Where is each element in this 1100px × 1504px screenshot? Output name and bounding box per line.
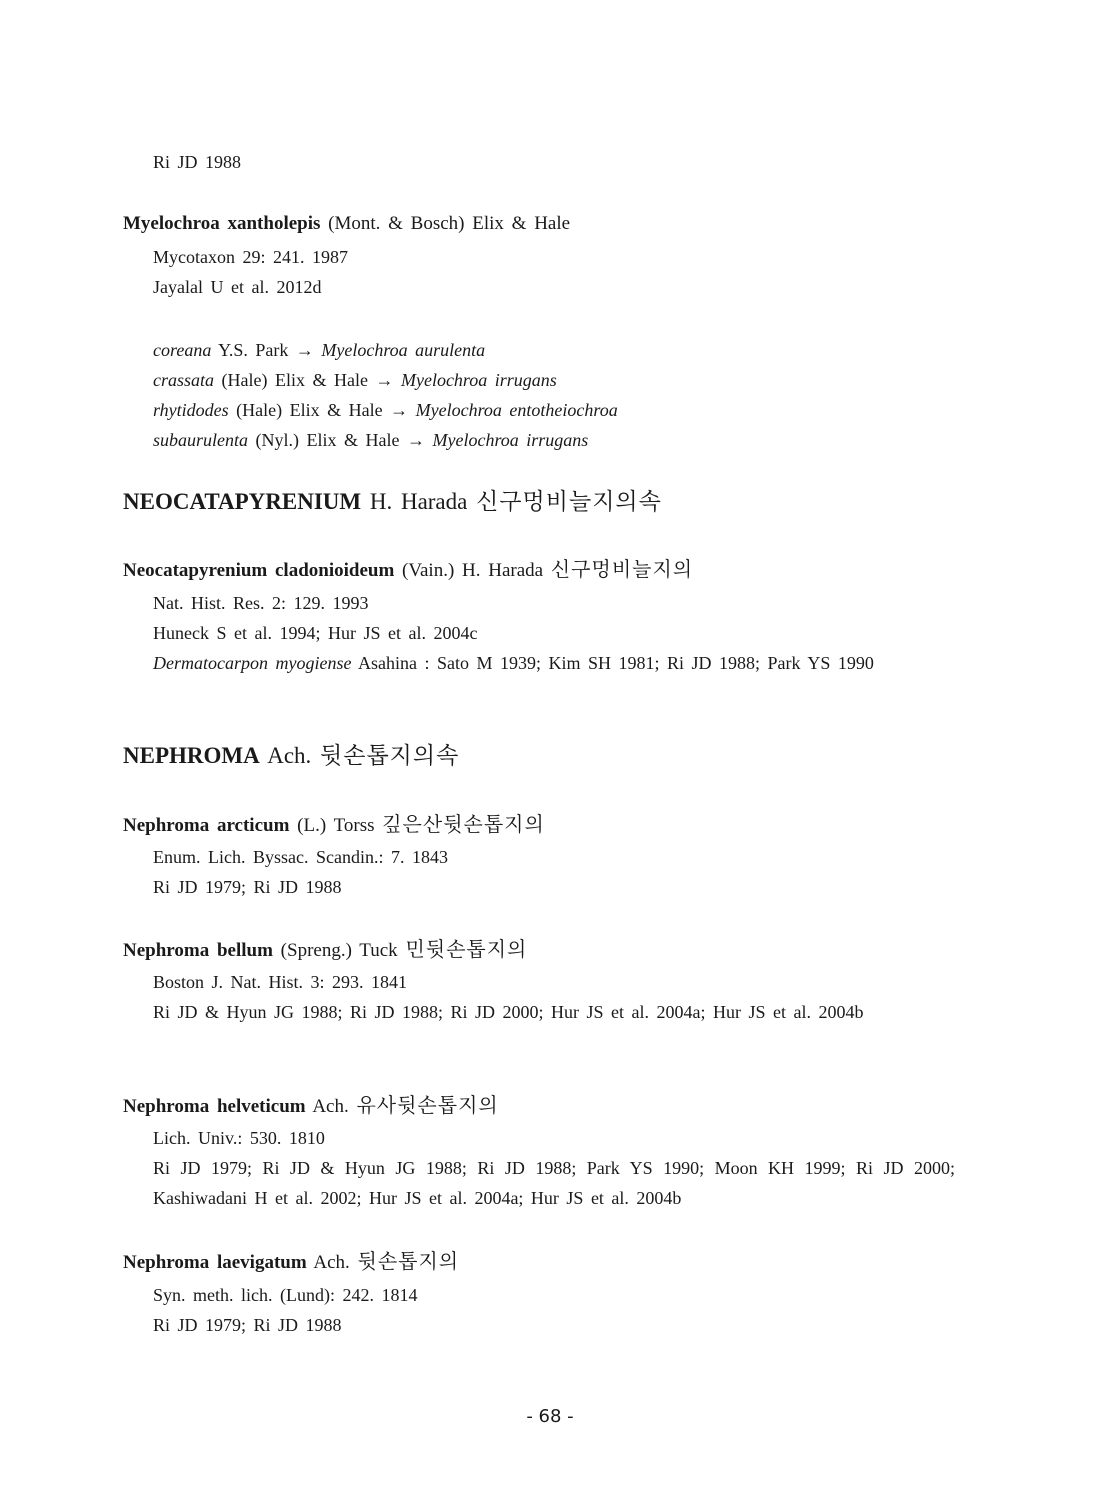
- species-heading: [123, 937, 527, 963]
- species-author: (Mont. & Bosch) Elix & Hale: [328, 213, 571, 234]
- species-author: (Vain.) H. Harada: [402, 560, 544, 581]
- synonym-epithet: crassata: [153, 370, 215, 390]
- synonym-line: [153, 338, 485, 362]
- reference-block: Ri JD 1979; Ri JD & Hyun JG 1988; Ri JD 1988; Park YS 1990; Moon KH 1999; Ri JD 2000; Kashiwadani H et al. 2002; Hur JS et al. 2004a; Hur JS et al. 2004b: [153, 1158, 955, 1208]
- synonym-reference-block: [153, 648, 955, 678]
- synonym-epithet: coreana: [153, 340, 212, 360]
- genus-author: Ach.: [267, 743, 312, 768]
- synonym-line: [153, 428, 588, 452]
- synonym-epithet: subaurulenta: [153, 430, 249, 450]
- publication-line: Nat. Hist. Res. 2: 129. 1993: [153, 593, 369, 613]
- synonym-line: [153, 368, 557, 392]
- page-number: - 68 -: [526, 1406, 574, 1427]
- species-heading: [123, 212, 570, 236]
- synonym-author: (Nyl.) Elix & Hale →: [255, 430, 425, 450]
- synonym-author: Y.S. Park →: [218, 340, 314, 360]
- synonym-target: Myelochroa irrugans: [400, 370, 557, 390]
- species-author: (Spreng.) Tuck: [280, 940, 398, 961]
- species-heading: [123, 812, 545, 838]
- species-korean-name: 뒷손톱지의: [357, 1249, 460, 1273]
- synonym-target: Myelochroa aurulenta: [321, 340, 486, 360]
- synonym-epithet: rhytidodes: [153, 400, 229, 420]
- synonym-references: Asahina : Sato M 1939; Kim SH 1981; Ri JD 1988; Park YS 1990: [357, 653, 874, 673]
- species-author: Ach.: [312, 1096, 349, 1117]
- species-korean-name: 신구멍비늘지의: [550, 557, 694, 581]
- reference-line: Ri JD 1979; Ri JD 1988: [153, 877, 342, 897]
- species-korean-name: 유사뒷손톱지의: [356, 1093, 499, 1117]
- species-author: Ach.: [313, 1252, 350, 1273]
- genus-name: NEPHROMA: [123, 743, 260, 768]
- species-korean-name: 민뒷손톱지의: [405, 937, 528, 961]
- reference-line: Ri JD 1988: [153, 152, 242, 172]
- reference-line: Jayalal U et al. 2012d: [153, 277, 322, 297]
- publication-line: Syn. meth. lich. (Lund): 242. 1814: [153, 1285, 418, 1305]
- synonym-name: Dermatocarpon myogiense: [153, 653, 352, 673]
- species-heading: [123, 557, 693, 583]
- genus-heading: [123, 490, 662, 514]
- reference-line: Ri JD 1979; Ri JD 1988: [153, 1315, 342, 1335]
- genus-name: NEOCATAPYRENIUM: [123, 489, 362, 514]
- reference-line: Huneck S et al. 1994; Hur JS et al. 2004c: [153, 623, 478, 643]
- publication-line: Boston J. Nat. Hist. 3: 293. 1841: [153, 972, 408, 992]
- synonym-author: (Hale) Elix & Hale →: [236, 400, 409, 420]
- genus-author: H. Harada: [369, 489, 468, 514]
- genus-korean-name: 뒷손톱지의속: [320, 743, 460, 769]
- species-name: Neocatapyrenium cladonioideum: [123, 560, 395, 581]
- species-name: Myelochroa xantholepis: [123, 213, 321, 234]
- publication-line: Mycotaxon 29: 241. 1987: [153, 247, 348, 267]
- synonym-author: (Hale) Elix & Hale →: [221, 370, 394, 390]
- species-name: Nephroma helveticum: [123, 1096, 306, 1117]
- species-korean-name: 깊은산뒷손톱지의: [382, 812, 545, 836]
- reference-block: Ri JD & Hyun JG 1988; Ri JD 1988; Ri JD 2000; Hur JS et al. 2004a; Hur JS et al. 2004b: [153, 1002, 864, 1022]
- synonym-line: [153, 398, 618, 422]
- synonym-target: Myelochroa irrugans: [432, 430, 589, 450]
- publication-line: Enum. Lich. Byssac. Scandin.: 7. 1843: [153, 847, 448, 867]
- species-heading: [123, 1249, 459, 1275]
- genus-heading: [123, 744, 459, 768]
- genus-korean-name: 신구멍비늘지의속: [476, 489, 662, 515]
- species-heading: [123, 1093, 499, 1119]
- species-name: Nephroma arcticum: [123, 815, 290, 836]
- publication-line: Lich. Univ.: 530. 1810: [153, 1128, 325, 1148]
- species-author: (L.) Torss: [297, 815, 375, 836]
- species-name: Nephroma laevigatum: [123, 1252, 307, 1273]
- species-name: Nephroma bellum: [123, 940, 273, 961]
- synonym-target: Myelochroa entotheiochroa: [415, 400, 618, 420]
